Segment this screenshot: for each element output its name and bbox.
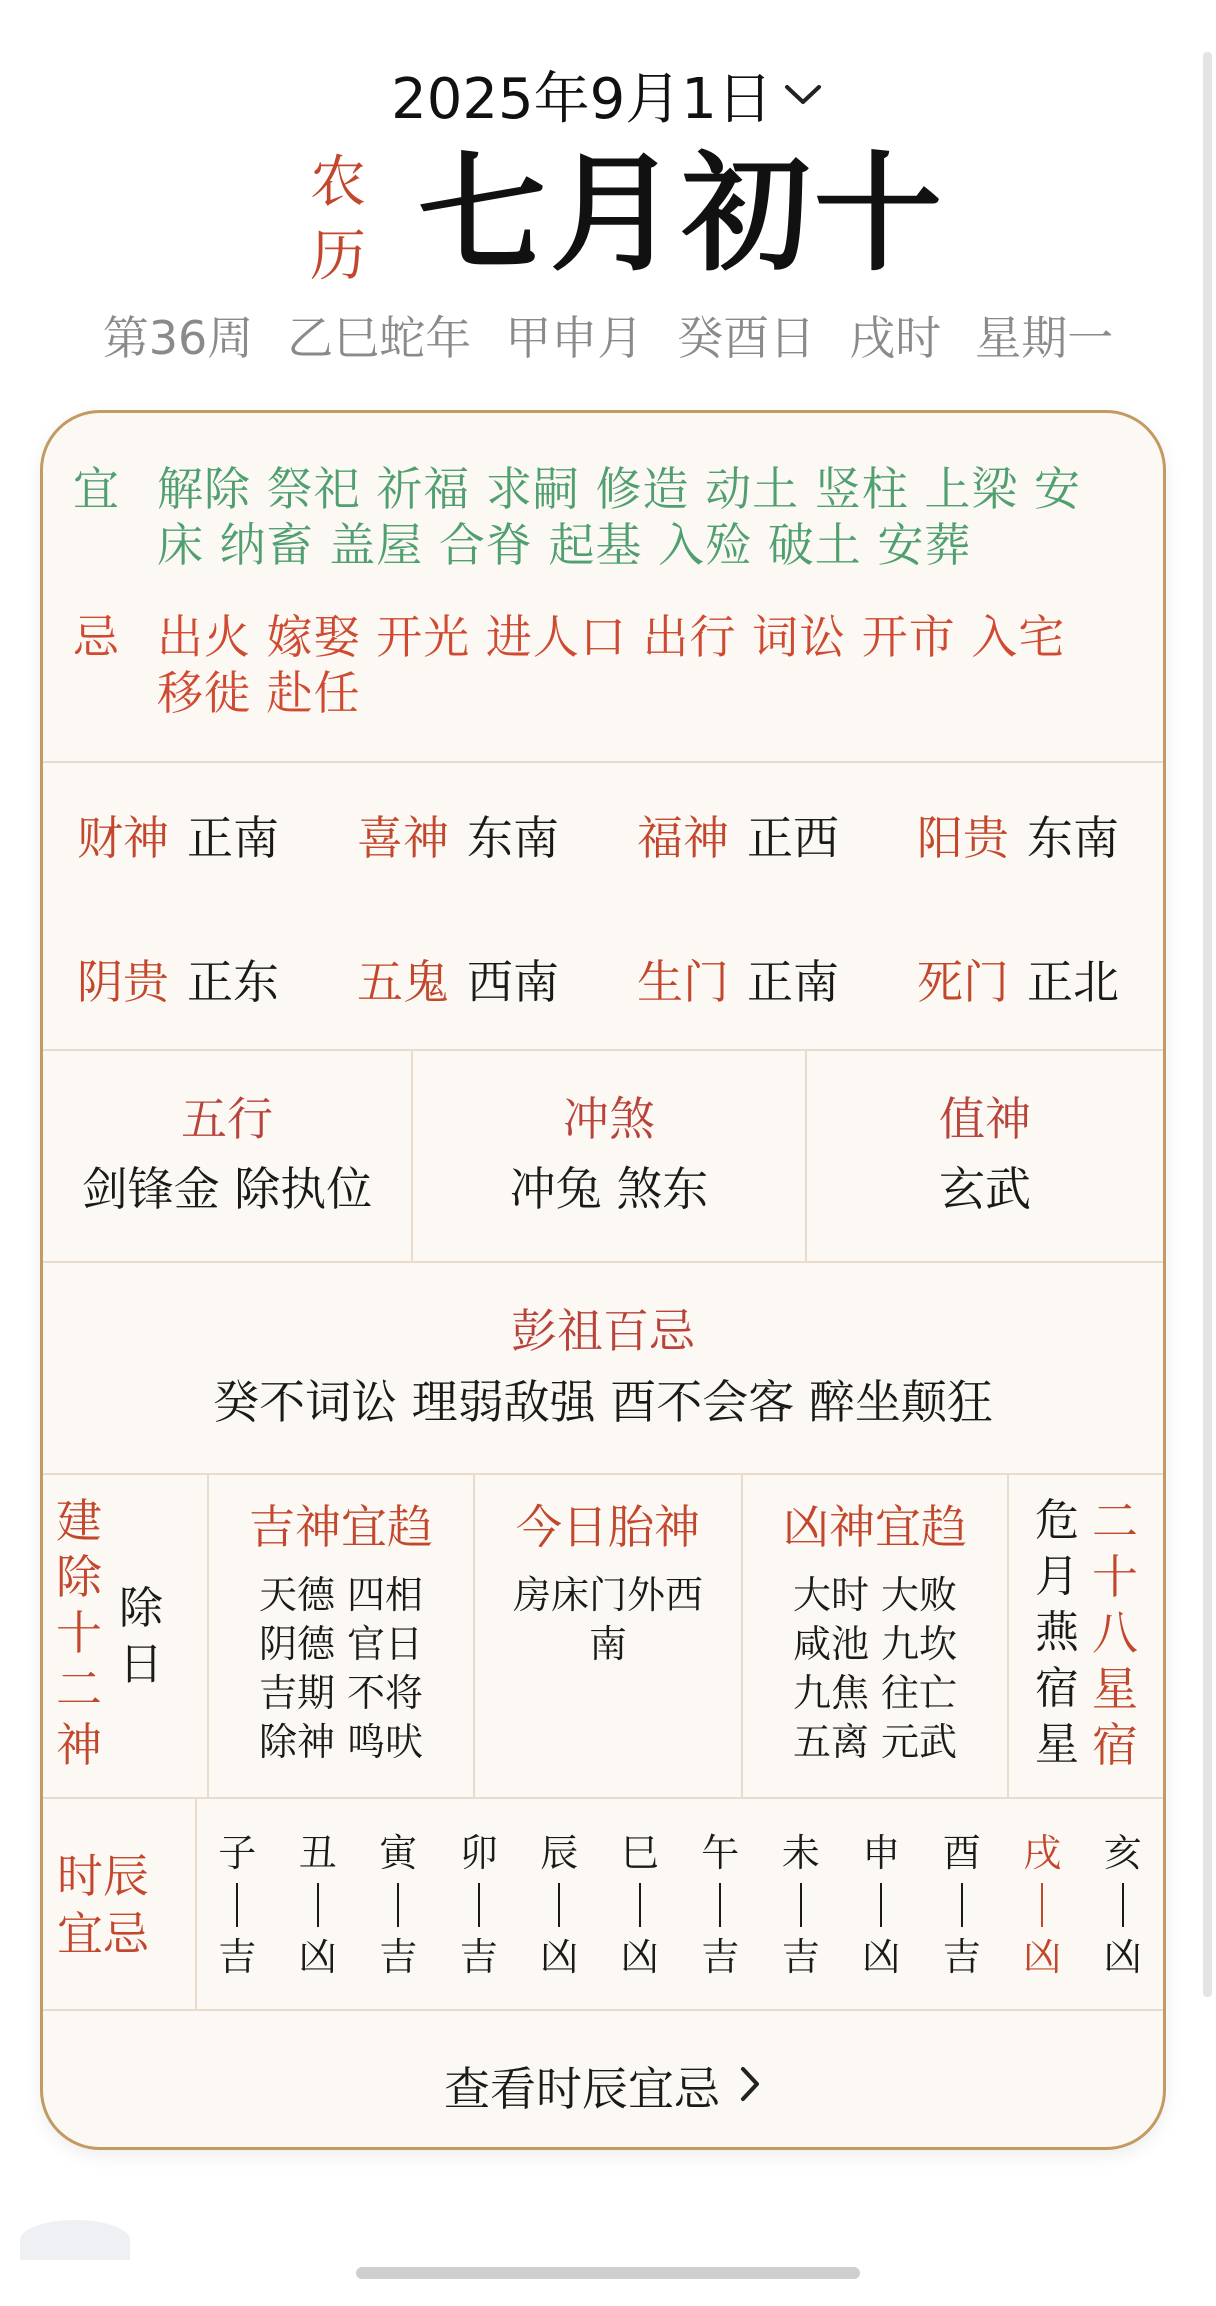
- shichen-item: [519, 1799, 600, 2011]
- shichen-luck: 凶: [1103, 1935, 1142, 1979]
- wuxing-cell: [43, 1051, 413, 1263]
- xiongshen-list: 大时 大败 咸池 九坎 九焦 往亡 五离 元武: [792, 1573, 958, 1764]
- jianchu-label: 建 除 十 二 神: [56, 1494, 102, 1772]
- god-xishen: 喜神 东南: [357, 811, 559, 865]
- shichen-item: [761, 1799, 842, 2011]
- lunar-date: 七月初十: [418, 140, 947, 289]
- shichen-item: [197, 1799, 278, 2011]
- shen-section: [43, 1473, 1163, 1799]
- shichen-luck: 吉: [379, 1935, 418, 1979]
- yi-items: 解除 祭祀 祈福 求嗣 修造 动土 竖柱 上梁 安床 纳畜 盖屋 合脊 起基 入殓 破土 安葬: [157, 462, 1081, 572]
- shichen-branch: 卯: [459, 1831, 498, 1875]
- ganzhi-month: 甲申月: [505, 311, 644, 365]
- god-wugui: 五鬼 西南: [357, 955, 559, 1009]
- chongsha-value: 冲兔 煞东: [509, 1162, 709, 1216]
- wuxing-title: 五行: [181, 1092, 273, 1146]
- chongsha-title: 冲煞: [563, 1092, 655, 1146]
- shichen-branch: 申: [862, 1831, 901, 1875]
- shichen-divider: [1122, 1883, 1124, 1927]
- lunar-date-row: [0, 140, 1216, 300]
- god-fushen: 福神 正西: [637, 811, 839, 865]
- xiu-label: 二 十 八 星 宿: [1092, 1494, 1138, 1772]
- date-picker[interactable]: [0, 58, 1216, 132]
- shichen-luck: 凶: [1023, 1935, 1062, 1979]
- god-simen: 死门 正北: [917, 955, 1119, 1009]
- shichen-divider: [719, 1883, 721, 1927]
- current-hour: 戌时: [849, 311, 942, 365]
- yi-label: 宜: [73, 462, 119, 516]
- home-indicator[interactable]: [356, 2267, 860, 2279]
- taishen-text: 房床门外西 南: [512, 1573, 703, 1666]
- taishen-cell: [475, 1475, 743, 1799]
- xiongshen-cell: [743, 1475, 1009, 1799]
- shichen-divider: [1041, 1883, 1043, 1927]
- god-yanggui: 阳贵 东南: [917, 811, 1119, 865]
- jianchu-cell: [43, 1475, 209, 1799]
- jishen-list: 天德 四相 阴德 官日 吉期 不将 除神 鸣吠: [258, 1573, 424, 1764]
- shichen-branch: 酉: [942, 1831, 981, 1875]
- shichen-luck: 吉: [218, 1935, 257, 1979]
- shichen-item: [278, 1799, 359, 2011]
- next-card-peek: [20, 2220, 130, 2260]
- chevron-down-icon: [781, 73, 825, 117]
- god-shengmen: 生门 正南: [637, 955, 839, 1009]
- shichen-item: [1083, 1799, 1164, 2011]
- xiu-cell: [1009, 1475, 1163, 1799]
- shichen-divider: [397, 1883, 399, 1927]
- shichen-item: [922, 1799, 1003, 2011]
- shichen-branch: 午: [701, 1831, 740, 1875]
- view-shichen-label: 查看时辰宜忌: [444, 2062, 720, 2116]
- ji-label: 忌: [73, 610, 119, 664]
- yi-row: [73, 461, 1113, 573]
- shichen-branch: 巳: [620, 1831, 659, 1875]
- shichen-item: [439, 1799, 520, 2011]
- shichen-divider: [961, 1883, 963, 1927]
- shichen-branch: 戌: [1023, 1831, 1062, 1875]
- shichen-luck: 吉: [701, 1935, 740, 1979]
- week-number: 第36周: [102, 311, 254, 365]
- shichen-luck: 凶: [540, 1935, 579, 1979]
- shichen-luck: 凶: [862, 1935, 901, 1979]
- god-yingui: 阴贵 正东: [77, 955, 279, 1009]
- shichen-label: 时辰 宜忌: [43, 1799, 197, 2011]
- pengzu-value: 癸不词讼 理弱敌强 酉不会客 醉坐颠狂: [213, 1375, 993, 1429]
- chongsha-cell: [413, 1051, 807, 1263]
- almanac-card: [40, 410, 1166, 2150]
- shichen-divider: [478, 1883, 480, 1927]
- shichen-branch: 亥: [1103, 1831, 1142, 1875]
- shichen-divider: [317, 1883, 319, 1927]
- solar-date: 2025年9月1日: [391, 67, 773, 132]
- shichen-luck: 吉: [459, 1935, 498, 1979]
- yi-ji-section: [43, 413, 1163, 761]
- shichen-branch: 寅: [379, 1831, 418, 1875]
- god-caishen: 财神 正南: [77, 811, 279, 865]
- shichen-divider: [880, 1883, 882, 1927]
- zhishen-title: 值神: [939, 1092, 1031, 1146]
- shichen-list: [197, 1799, 1163, 2011]
- xiu-value: 危 月 燕 宿 星: [1035, 1495, 1079, 1770]
- shichen-item: [600, 1799, 681, 2011]
- shichen-branch: 丑: [298, 1831, 337, 1875]
- taishen-title: 今日胎神: [516, 1500, 700, 1554]
- xiongshen-title: 凶神宜趋: [783, 1500, 967, 1554]
- shichen-luck: 凶: [298, 1935, 337, 1979]
- ganzhi-year: 乙巳蛇年: [287, 311, 472, 365]
- shichen-branch: 辰: [540, 1831, 579, 1875]
- gods-direction-section: [43, 761, 1163, 1051]
- pengzu-title: 彭祖百忌: [511, 1304, 695, 1358]
- shichen-luck: 吉: [942, 1935, 981, 1979]
- jishen-cell: [209, 1475, 475, 1799]
- jianchu-value: 除 日: [119, 1583, 163, 1690]
- shichen-divider: [236, 1883, 238, 1927]
- shichen-section: [43, 1797, 1163, 2011]
- shichen-luck: 凶: [620, 1935, 659, 1979]
- chevron-right-icon: [738, 2065, 762, 2107]
- shichen-item: [841, 1799, 922, 2011]
- ji-items: 出火 嫁娶 开光 进人口 出行 词讼 开市 入宅 移徙 赴任: [157, 610, 1066, 720]
- shichen-branch: 子: [218, 1831, 257, 1875]
- date-info-row: [0, 306, 1216, 370]
- ji-row: [73, 609, 1113, 721]
- zhishen-cell: [807, 1051, 1163, 1263]
- shichen-divider: [639, 1883, 641, 1927]
- jishen-title: 吉神宜趋: [249, 1500, 433, 1554]
- wuxing-value: 剑锋金 除执位: [81, 1162, 373, 1216]
- shichen-item: [680, 1799, 761, 2011]
- pengzu-section: [43, 1261, 1163, 1475]
- shichen-luck: 吉: [781, 1935, 820, 1979]
- shichen-branch: 未: [781, 1831, 820, 1875]
- ganzhi-day: 癸酉日: [677, 311, 816, 365]
- wuxing-chongsha-zhishen-section: [43, 1049, 1163, 1263]
- zhishen-value: 玄武: [939, 1162, 1031, 1216]
- shichen-divider: [800, 1883, 802, 1927]
- weekday: 星期一: [975, 311, 1114, 365]
- shichen-item: [1002, 1799, 1083, 2011]
- shichen-item: [358, 1799, 439, 2011]
- shichen-divider: [558, 1883, 560, 1927]
- lunar-tag: 农 历: [310, 150, 366, 289]
- view-shichen-button[interactable]: [43, 2009, 1163, 2150]
